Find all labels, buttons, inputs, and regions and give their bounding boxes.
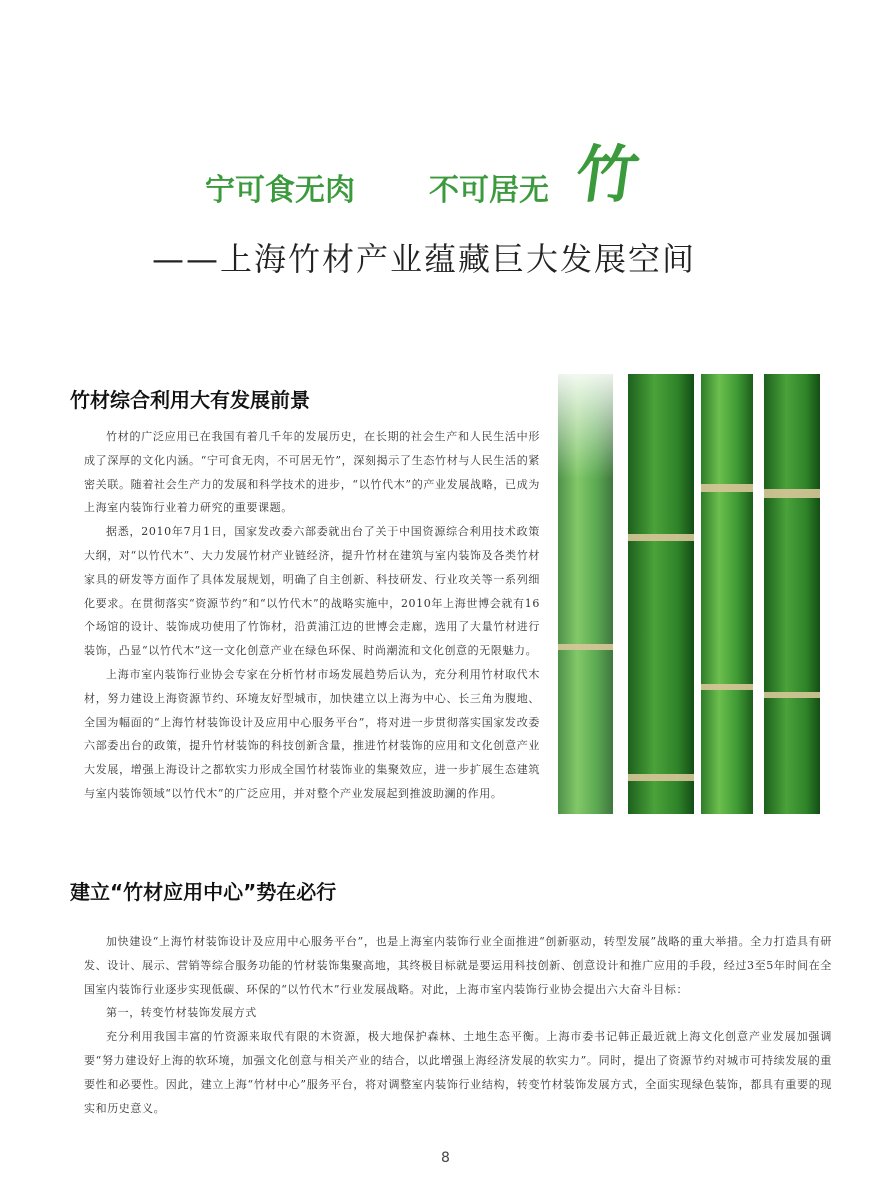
section2-heading: 建立“竹材应用中心”势在必行 [70, 880, 337, 904]
section1-paragraph: 据悉，2010年7月1日，国家发改委六部委就出台了关于中国资源综合利用技术政策大纲，对“以竹代木”、大力发展竹材产业链经济，提升竹材在建筑与室内装饰及各类竹材家具的研发等方面作了具体发展规划，明确了自主创新、科技研发、行业攻关等一系列细化要求。在贯彻落实“资源节约”和“以竹代木”的战略实施中，2010年上海世博会就有16个场馆的设计、装饰成功使用了竹饰材，沿黄浦江边的世博会走廊，选用了大量竹材进行装饰，凸显“以竹代木”这一文化创意产业在绿色环保、时尚潮流和文化创意的无限魅力。 [84, 525, 540, 658]
section2-body [84, 930, 832, 1120]
title-part1: 宁可食无肉 [205, 173, 355, 208]
page-number: 8 [441, 1150, 450, 1166]
bamboo-stalk [764, 374, 820, 814]
stalk-highlight [558, 374, 613, 674]
section1-heading: 竹材综合利用大有发展前景 [70, 388, 310, 412]
bamboo-stalk [701, 374, 753, 814]
bamboo-stalk [628, 374, 694, 814]
section1-paragraph: 竹材的广泛应用已在我国有着几千年的发展历史，在长期的社会生产和人民生活中形成了深厚的文化内涵。“宁可食无肉，不可居无竹”，深刻揭示了生态竹材与人民生活的紧密关联。随着社会生产力的发展和科学技术的进步，“以竹代木”的产业发展战略，已成为上海室内装饰行业着力研究的重要课题。 [84, 430, 540, 515]
section2-paragraph: 充分利用我国丰富的竹资源来取代有限的木资源，极大地保护森林、土地生态平衡。上海市委书记韩正最近就上海文化创意产业发展加强调要“努力建设好上海的软环境，加强文化创意与相关产业的结合，以此增强上海经济发展的软实力”。同时，提出了资源节约对城市可持续发展的重要性和必要性。因此，建立上海“竹材中心”服务平台，将对调整室内装饰行业结构，转变竹材装饰发展方式，全面实现绿色装饰，都具有重要的现实和历史意义。 [84, 1030, 832, 1115]
title-part2: 不可居无 [429, 173, 549, 208]
bamboo-stalks-photo [558, 374, 820, 814]
section1-paragraph: 上海市室内装饰行业协会专家在分析竹材市场发展趋势后认为，充分利用竹材取代木材，努力建设上海资源节约、环境友好型城市，加快建立以上海为中心、长三角为腹地、全国为幅面的“上海竹材装饰设计及应用中心服务平台”，将对进一步贯彻落实国家发改委六部委出台的政策，提升竹材装饰的科技创新含量，推进竹材装饰的应用和文化创意产业大发展，增强上海设计之都软实力形成全国竹材装饰业的集聚效应，进一步扩展生态建筑与室内装饰领域“以竹代木”的广泛应用，并对整个产业发展起到推波助澜的作用。 [84, 667, 540, 800]
section2-paragraph: 第一，转变竹材装饰发展方式 [106, 1006, 257, 1020]
section1-body [84, 425, 540, 806]
section2-paragraph: 加快建设“上海竹材装饰设计及应用中心服务平台”，也是上海室内装饰行业全面推进“创新驱动，转型发展”战略的重大举措。全力打造具有研发、设计、展示、营销等综合服务功能的竹材装饰集聚高地，其终极目标就是要运用科技创新、创意设计和推广应用的手段，经过3至5年时间在全国室内装饰行业逐步实现低碳、环保的“以竹代木”行业发展战略。对此，上海市室内装饰行业协会提出六大奋斗目标： [84, 935, 832, 996]
title-part3: 竹 [571, 138, 642, 211]
page-subtitle: ——上海竹材产业蕴藏巨大发展空间 [152, 240, 697, 278]
